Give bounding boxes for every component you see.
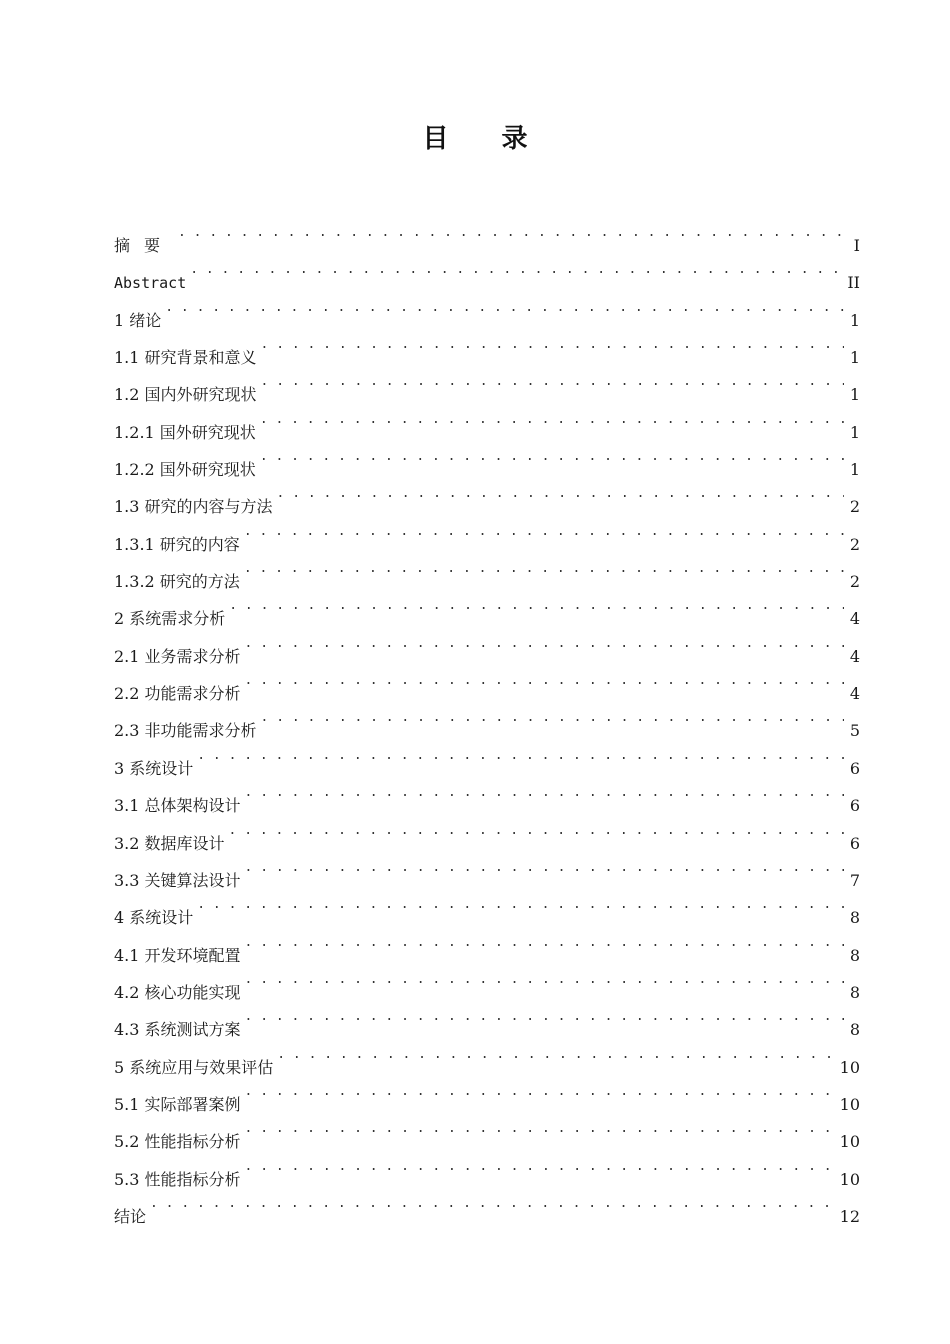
toc-entry-page-number: 10: [839, 1094, 860, 1114]
toc-dot-leader: [261, 326, 844, 363]
toc-entry[interactable]: [114, 251, 860, 293]
toc-dot-leader: [190, 251, 841, 288]
toc-entry-page-number: 10: [839, 1057, 860, 1077]
toc-entry-page-number: 2: [849, 534, 860, 554]
toc-dot-leader: [197, 737, 844, 774]
toc-entry-page-number: 12: [839, 1206, 860, 1226]
toc-entry-page-number: 7: [849, 870, 860, 890]
toc-dot-leader: [229, 587, 844, 624]
toc-entry-label: 1.3 研究的内容与方法: [114, 497, 273, 517]
toc-entry-label: 3 系统设计: [114, 758, 194, 778]
toc-dot-leader: [245, 662, 844, 699]
toc-entry-page-number: 1: [849, 385, 860, 405]
toc-dot-leader: [245, 625, 844, 662]
toc-entry[interactable]: [114, 924, 860, 965]
toc-entry-page-number: 4: [849, 609, 860, 629]
toc-entry-label: 4.3 系统测试方案: [114, 1020, 241, 1040]
toc-entry-page-number: 6: [849, 833, 860, 853]
toc-entry-page-number: 8: [849, 1020, 860, 1040]
toc-entry-label: 1.2.2 国外研究现状: [114, 460, 256, 480]
toc-entry-page-number: 8: [849, 945, 860, 965]
toc-entry-page-number: 6: [849, 758, 860, 778]
toc-entry-page-number: 8: [849, 982, 860, 1002]
toc-entry-page-number: 5: [849, 721, 860, 741]
toc-entry-label: 5.2 性能指标分析: [114, 1132, 241, 1152]
toc-dot-leader: [261, 699, 844, 736]
toc-dot-leader: [150, 1185, 834, 1222]
toc-entry[interactable]: [114, 737, 860, 778]
toc-entry-label: 3.2 数据库设计: [114, 833, 225, 853]
toc-entry-page-number: 1: [849, 422, 860, 442]
toc-entry-page-number: 10: [839, 1132, 860, 1152]
toc-entry-label: 4 系统设计: [114, 908, 194, 928]
toc-dot-leader: [277, 475, 844, 512]
toc-dot-leader: [244, 513, 844, 550]
toc-dot-leader: [245, 998, 844, 1035]
toc-entry-page-number: 1: [849, 310, 860, 330]
toc-entry-page-number: 10: [839, 1169, 860, 1189]
toc-dot-leader: [197, 886, 844, 923]
toc-entry-label: 5.3 性能指标分析: [114, 1169, 241, 1189]
toc-entry[interactable]: [114, 289, 860, 330]
toc-dot-leader: [229, 812, 844, 849]
toc-entry-label: 1.3.1 研究的内容: [114, 534, 240, 554]
toc-entry-page-number: 2: [849, 497, 860, 517]
toc-entry-label: 1.3.2 研究的方法: [114, 572, 240, 592]
toc-entry-label: 1.2.1 国外研究现状: [114, 422, 256, 442]
toc-entry-page-number: 2: [849, 572, 860, 592]
toc-entry-label: 3.1 总体架构设计: [114, 796, 241, 816]
toc-entry-label: 3.3 关键算法设计: [114, 870, 241, 890]
toc-entry-page-number: 1: [849, 348, 860, 368]
toc-entry-label: Abstract: [114, 274, 187, 293]
toc-entry-label: 结论: [114, 1206, 147, 1226]
toc-dot-leader: [245, 924, 844, 961]
toc-dot-leader: [245, 774, 844, 811]
toc-entry-label: 2.3 非功能需求分析: [114, 721, 257, 741]
toc-entry-label: 2.2 功能需求分析: [114, 684, 241, 704]
page-title: 目 录: [422, 124, 550, 154]
toc-entry[interactable]: [114, 774, 860, 816]
toc-entry-page-number: 1: [849, 460, 860, 480]
toc-dot-leader: [260, 401, 844, 438]
toc-entry-page-number: 4: [849, 684, 860, 704]
toc-entry-label: 4.2 核心功能实现: [114, 982, 241, 1002]
toc-entry-label: 1.1 研究背景和意义: [114, 348, 257, 368]
toc-dot-leader: [178, 214, 848, 251]
toc-entry-page-number: 4: [849, 646, 860, 666]
toc-entry-label: 2.1 业务需求分析: [114, 646, 241, 666]
toc-entry-label: 2 系统需求分析: [114, 609, 226, 629]
toc-dot-leader: [245, 849, 844, 886]
toc-entry[interactable]: [114, 886, 860, 928]
toc-dot-leader: [261, 363, 844, 400]
toc-entry-page-number: 8: [849, 908, 860, 928]
toc-dot-leader: [165, 289, 844, 326]
toc-entry-label: 5.1 实际部署案例: [114, 1094, 241, 1114]
toc-entry[interactable]: [114, 326, 860, 368]
toc-entry[interactable]: [114, 1185, 860, 1226]
toc-entry-page-number: II: [847, 273, 860, 293]
toc-entry[interactable]: [114, 214, 860, 255]
table-of-contents: [114, 214, 860, 1226]
toc-entry-label: 1.2 国内外研究现状: [114, 385, 257, 405]
toc-entry-page-number: 6: [849, 796, 860, 816]
toc-entry-label: 5 系统应用与效果评估: [114, 1057, 274, 1077]
toc-dot-leader: [245, 1073, 834, 1110]
toc-entry-label: 1 绪论: [114, 310, 162, 330]
toc-dot-leader: [244, 550, 844, 587]
toc-entry-page-number: I: [853, 236, 860, 255]
toc-dot-leader: [245, 961, 844, 998]
toc-dot-leader: [277, 1036, 833, 1073]
toc-entry-label: 摘要: [114, 236, 175, 255]
toc-dot-leader: [245, 1110, 834, 1147]
toc-dot-leader: [260, 438, 844, 475]
toc-dot-leader: [245, 1148, 834, 1185]
toc-entry-label: 4.1 开发环境配置: [114, 945, 241, 965]
